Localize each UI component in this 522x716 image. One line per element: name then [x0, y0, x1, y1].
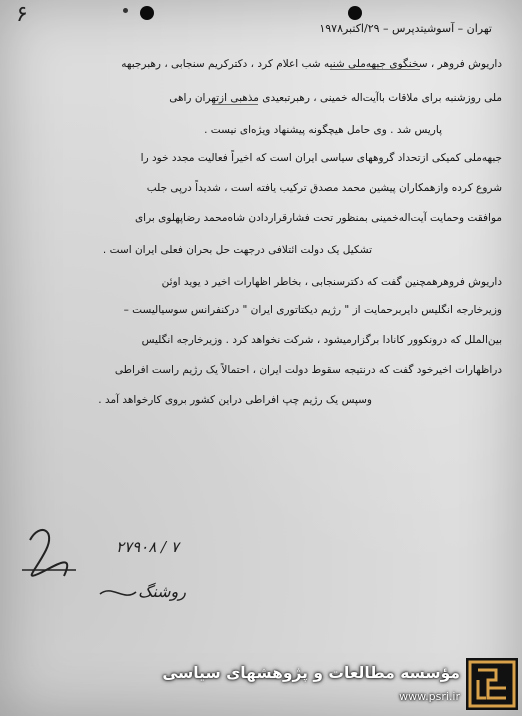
underline-khomeini — [212, 104, 258, 105]
punch-hole-right — [348, 6, 362, 20]
body-line-10: بین‌الملل که درونکوور کانادا برگزارمیشود ، شرکت نخواهد کرد . وزیرخارجه انگلیس — [141, 334, 502, 346]
body-line-6: موافقت وحمایت آیت‌اله‌خمینی بمنظور تحت فشارقراردادن شاه‌محمد رضاپهلوی برای — [134, 212, 502, 224]
page-number: ۶ — [16, 2, 28, 27]
body-line-7: تشکیل یک دولت ائتلافی درجهت حل بحران فعلی ایران است . — [102, 244, 372, 256]
body-line-3: پاریس شد . وی حامل هیچگونه پیشنهاد ویژه‌ای نیست . — [204, 124, 442, 136]
annotation-initials: روشنگ — [138, 582, 187, 601]
punch-hole-left — [140, 6, 154, 20]
underline-name — [330, 69, 420, 70]
watermark-title: مؤسسه مطالعات و پژوهشهای سیاسی — [162, 664, 460, 682]
body-line-8: داریوش فروهرهمچنین گفت که دکترسنجابی ، بخاطر اظهارات اخیر د یوید اوئن — [161, 276, 502, 288]
handwritten-annotation — [16, 510, 316, 630]
dateline: تهران – آسوشیتدپرس – ۲۹/اکتبر۱۹۷۸ — [319, 22, 492, 35]
body-line-1: داریوش فروهر ، سخنگوی جبهه‌ملی شنبه شب اعلام کرد ، دکترکریم سنجابی ، رهبرجبهه — [121, 58, 502, 70]
watermark-url: www.psri.ir — [399, 690, 460, 703]
body-line-4: جبهه‌ملی کمیکی ازتحداد گروههای سیاسی ایران است که اخیراً فعالیت مجدد خود را — [140, 152, 502, 164]
body-line-5: شروع کرده وازهمکاران پیشین محمد مصدق ترکیب یافته است ، شدیداً درپی جلب — [146, 182, 502, 194]
institute-logo-icon — [466, 658, 518, 710]
signature-scribble-icon — [16, 510, 316, 630]
annotation-reference: ۲۷۹۰۸ / ۷ — [116, 538, 179, 556]
body-line-9: وزیرخارجه انگلیس دایربرحمایت از " رژیم دیکتاتوری ایران " درکنفرانس سوسیالیست – — [123, 304, 502, 316]
body-line-11: دراظهارات اخیرخود گفت که درنتیجه سقوط دولت ایران ، احتمالاً یک رژیم راست افراطی — [114, 364, 502, 376]
punch-dot — [123, 8, 128, 13]
body-line-2: ملی روزشنبه برای ملاقات باآیت‌اله خمینی ، رهبرتبعیدی مذهبی ازتهران راهی — [169, 92, 502, 104]
watermark — [162, 656, 522, 716]
body-line-12: وسپس یک رژیم چپ افراطی دراین کشور بروی کارخواهد آمد . — [98, 394, 372, 406]
